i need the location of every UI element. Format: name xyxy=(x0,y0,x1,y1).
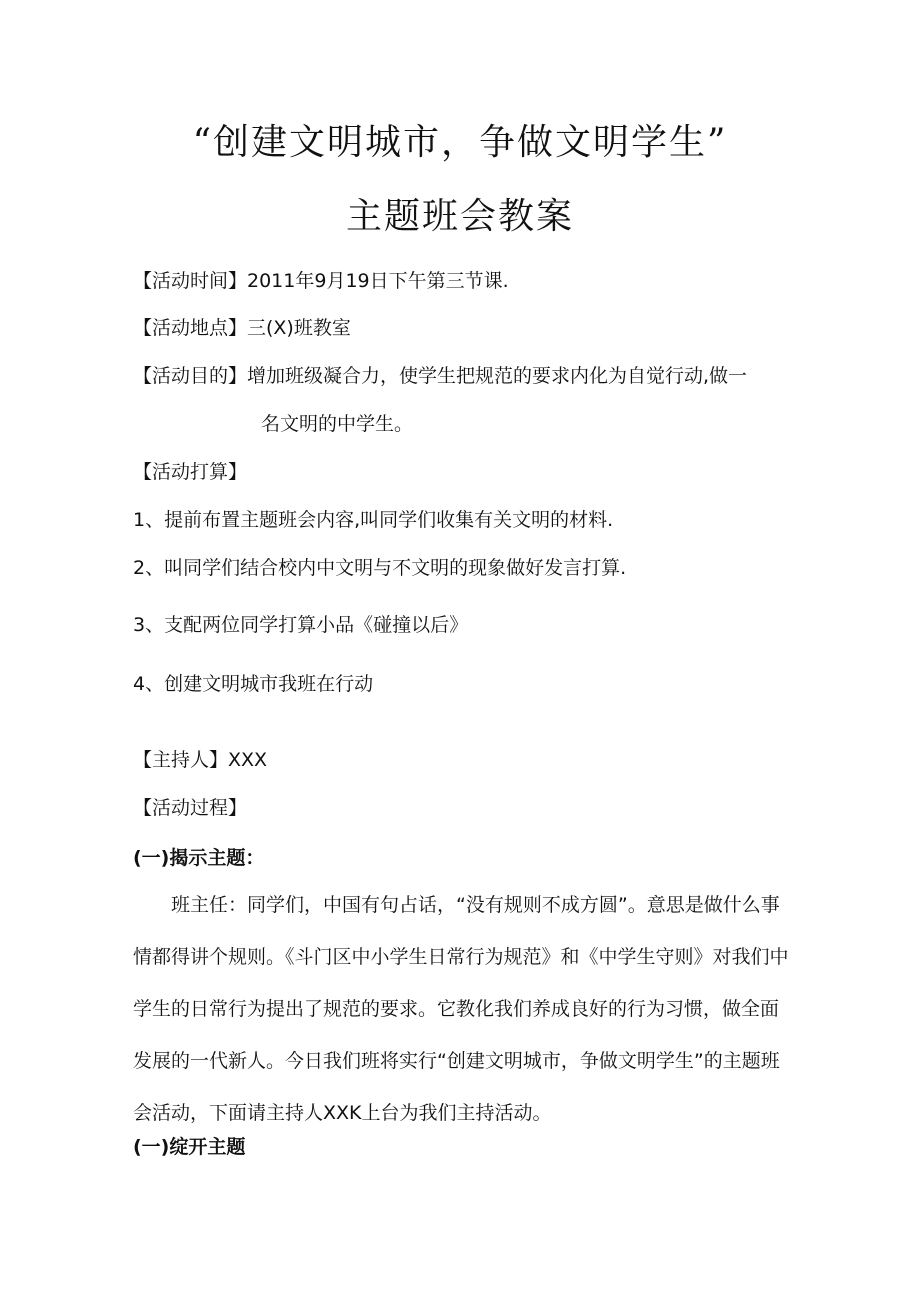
host-line: 【主持人】XXX xyxy=(133,749,268,771)
activity-time-line: 【活动时间】2011年9月19日下午第三节课. xyxy=(133,270,509,292)
activity-purpose-line2: 名文明的中学生。 xyxy=(261,413,414,435)
plan-item: 2、叫同学们结合校内中文明与不文明的现象做好发言打算. xyxy=(133,557,627,579)
plan-item: 1、提前布置主题班会内容,叫同学们收集有关文明的材料. xyxy=(133,509,614,531)
plan-heading: 【活动打算】 xyxy=(133,461,248,483)
activity-place-line: 【活动地点】三(X)班教室 xyxy=(133,317,351,339)
section1-heading: (一)揭示主题： xyxy=(133,847,265,869)
document-title-line1: “创建文明城市，争做文明学生” xyxy=(192,122,728,163)
activity-purpose-line1: 【活动目的】增加班级凝合力，使学生把规范的要求内化为自觉行动,做一 xyxy=(133,365,748,387)
document-title-line2: 主题班会教案 xyxy=(345,196,574,237)
section1-paragraph: 班主任：同学们，中国有句占话，“没有规则不成方圆”。意思是做什么事情都得讲个规则。《斗门区中小学生日常行为规范》和《中学生守则》对我们中学生的日常行为提出了规范的要求。它教化我们养成良好的行为习惯，做全面发展的一代新人。今日我们班将实行“创建文明城市，争做文明学生”的主题班会活动，下面请主持人XXK上台为我们主持活动。 xyxy=(133,894,789,1124)
plan-item: 4、创建文明城市我班在行动 xyxy=(133,673,374,695)
process-heading: 【活动过程】 xyxy=(133,797,248,819)
section2-heading: (一)绽开主题 xyxy=(133,1136,246,1158)
plan-item: 3、支配两位同学打算小品《碰撞以后》 xyxy=(133,614,469,636)
